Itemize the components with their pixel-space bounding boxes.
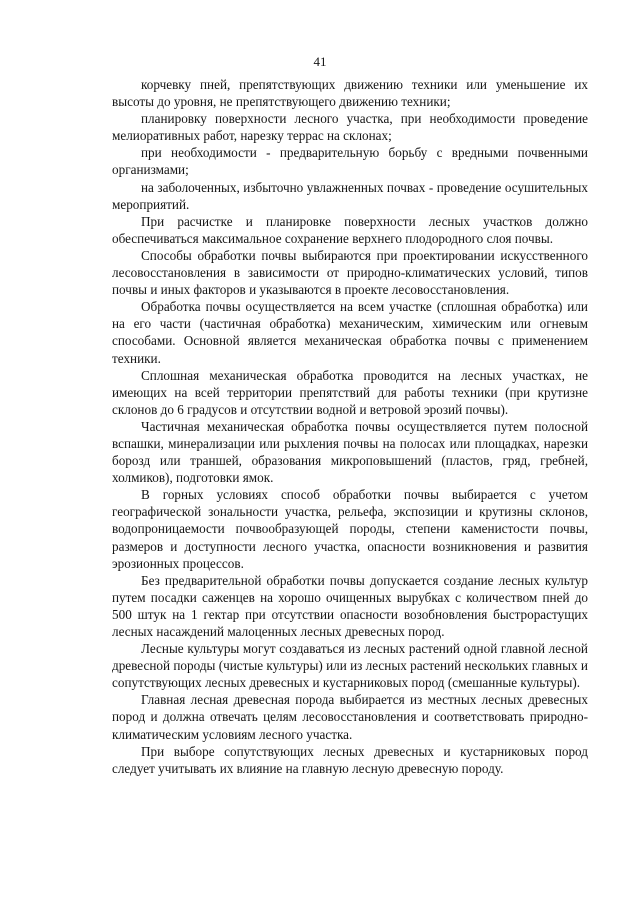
paragraph: При выборе сопутствующих лесных древесных и кустарниковых пород следует учитывать их влияние на главную лесную древесную породу. [112, 743, 588, 776]
body-text [112, 76, 588, 777]
paragraph: корчевку пней, препятствующих движению техники или уменьшение их высоты до уровня, не препятствующего движению техники; [112, 77, 588, 110]
paragraph: Главная лесная древесная порода выбирается из местных лесных древесных пород и должна отвечать целям лесовосстановления и соответствовать природно-климатическим условиям лесного участка. [112, 692, 588, 742]
paragraph: Обработка почвы осуществляется на всем участке (сплошная обработка) или на его части (частичная обработка) механическим, химическим или огневым способами. Основной является механическая обработка почвы с применением техники. [112, 299, 588, 366]
page-number: 41 [313, 54, 327, 69]
paragraph: планировку поверхности лесного участка, при необходимости проведение мелиоративных работ, нарезку террас на склонах; [112, 111, 588, 144]
paragraph: При расчистке и планировке поверхности лесных участков должно обеспечиваться максимальное сохранение верхнего плодородного слоя почвы. [112, 213, 588, 246]
paragraph: Лесные культуры могут создаваться из лесных растений одной главной лесной древесной породы (чистые культуры) или из лесных растений нескольких главных и сопутствующих лесных древесных и кустарниковых пород (смешанные культуры). [112, 641, 588, 691]
paragraph: В горных условиях способ обработки почвы выбирается с учетом географической зональности участка, рельефа, экспозиции и крутизны склонов, водопроницаемости почвообразующей породы, степени каменистости почвы, размеров и доступности лесного участка, опасности возникновения и развития эрозионных процессов. [112, 487, 588, 571]
paragraph: Сплошная механическая обработка проводится на лесных участках, не имеющих на всей территории препятствий для работы техники (при крутизне склонов до 6 градусов и отсутствии водной и ветровой эрозий почвы). [112, 367, 588, 417]
paragraph: на заболоченных, избыточно увлажненных почвах - проведение осушительных мероприятий. [112, 179, 588, 212]
paragraph: Способы обработки почвы выбираются при проектировании искусственного лесовосстановления в зависимости от природно-климатических условий, типов почвы и иных факторов и указываются в проекте лесовосстановления. [112, 247, 588, 298]
paragraph: Без предварительной обработки почвы допускается создание лесных культур путем посадки саженцев на хорошо очищенных вырубках с количеством пней до 500 штук на 1 гектар при отсутствии опасности возобновления быстрорастущих лесных насаждений малоценных лесных древесных пород. [112, 572, 588, 639]
paragraph: при необходимости - предварительную борьбу с вредными почвенными организмами; [112, 145, 588, 178]
paragraph: Частичная механическая обработка почвы осуществляется путем полосной вспашки, минерализации или рыхления почвы на полосах или площадках, нарезки борозд или траншей, образования микроповышений (пластов, гряд, гребней, холмиков), подготовки ямок. [112, 418, 588, 486]
